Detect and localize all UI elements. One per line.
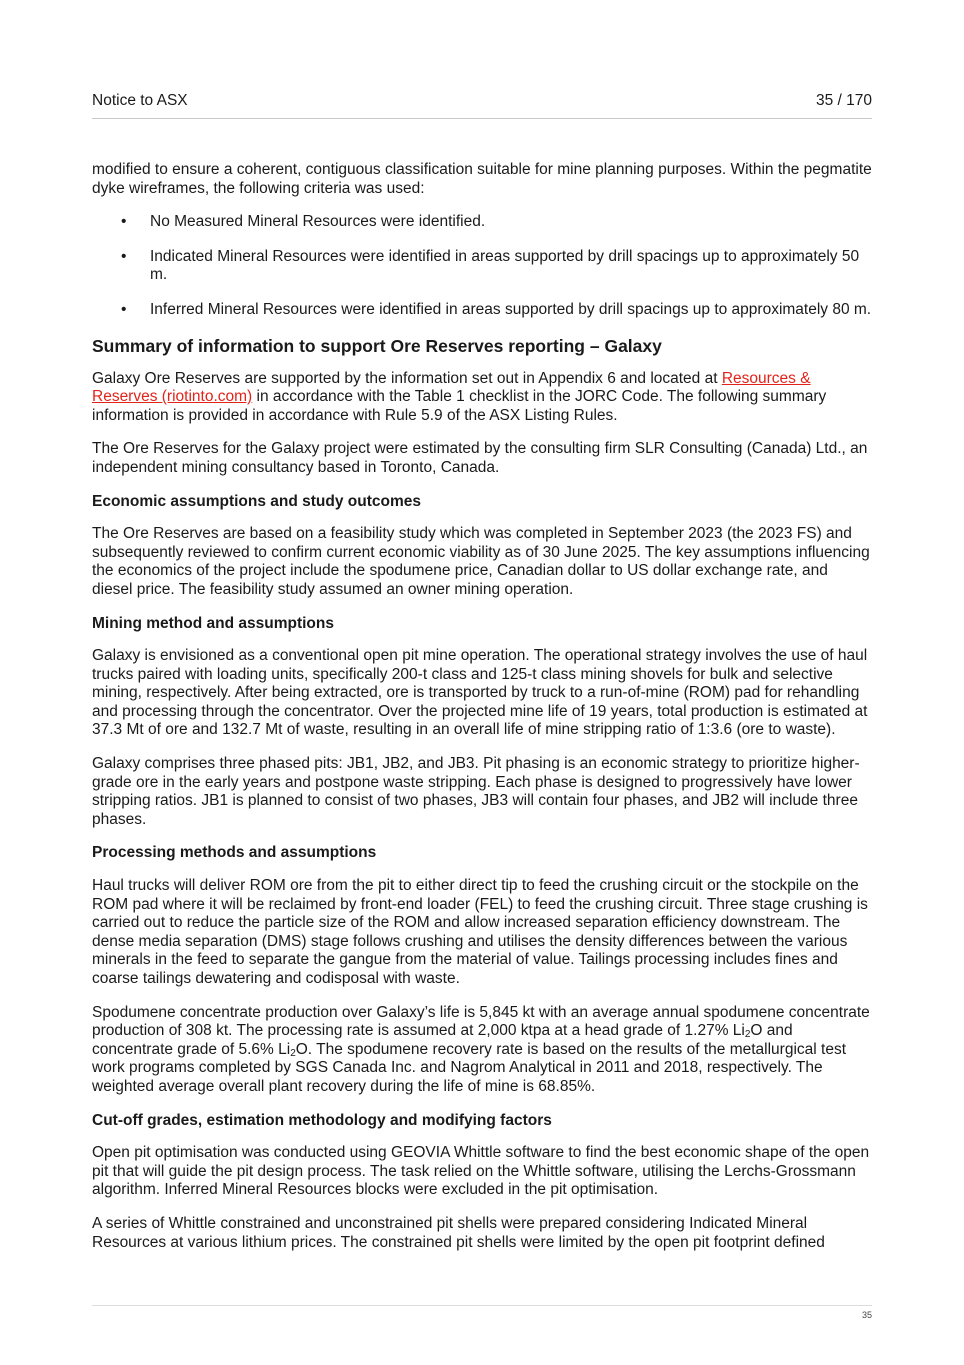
processing-paragraph-1: Haul trucks will deliver ROM ore from the pit to either direct tip to feed the crushing circuit or the stockpile on the ROM pad where it will be reclaimed by front-end loader (FEL) to feed the crushing circuit. Three stage crushing is carried out to reduce the particle size of the ROM and allow increased separation efficiency downstream. The dense media separation (DMS) stage follows crushing and utilises the density differences between the various minerals in the feed to separate the gangue from the material of value. Tailings processing includes fines and coarse tailings dewatering and codisposal with waste. [92, 877, 868, 987]
slr-paragraph: The Ore Reserves for the Galaxy project were estimated by the consulting firm SLR Consulting (Canada) Ltd., an independent mining consultancy based in Toronto, Canada. [92, 440, 868, 476]
cutoff-heading: Cut-off grades, estimation methodology and modifying factors [92, 1111, 552, 1129]
processing-heading: Processing methods and assumptions [92, 844, 377, 862]
document-body [92, 161, 872, 1267]
footer-page-number: 35 [861, 1310, 872, 1320]
page-footer [92, 1305, 872, 1326]
processing-paragraph-2: Spodumene concentrate production over Galaxy’s life is 5,845 kt with an average annual spodumene concentrate production of 308 kt. The processing rate is assumed at 2,000 ktpa at a head grade of 1.27% $Li_2O$ and concentrate grade of 5.6% $Li_2O$. The spodumene recovery rate is based on the results of the metallurgical test work programs completed by SGS Canada Inc. and Nagrom Analytical in 2011 and 2018, respectively. The weighted average overall plant recovery during the life of mine is 68.85%. [92, 1003, 870, 1095]
economic-paragraph: The Ore Reserves are based on a feasibility study which was completed in September 2023 (the 2023 FS) and subsequently reviewed to confirm current economic viability as of 30 June 2025. The key assumptions influencing the economics of the project include the spodumene price, Canadian dollar to US dollar exchange rate, and diesel price. The feasibility study assumed an owner mining operation. [92, 525, 870, 598]
intro-paragraph: modified to ensure a coherent, contiguous classification suitable for mine planning purposes. Within the pegmatite dyke wireframes, the following criteria was used: [92, 161, 872, 197]
reserves-paragraph: Galaxy Ore Reserves are supported by the information set out in Appendix 6 and located at Resources & Reserves (riotinto.com) in accordance with the Table 1 checklist in the JORC Code. The following summary information is provided in accordance with Rule 5.9 of the ASX Listing Rules. [92, 369, 827, 424]
list-item: • No Measured Mineral Resources were identified. [121, 213, 486, 231]
section-heading: Summary of information to support Ore Reserves reporting – Galaxy [92, 335, 662, 356]
economic-heading: Economic assumptions and study outcomes [92, 492, 422, 510]
list-item: • Indicated Mineral Resources were identified in areas supported by drill spacings up to approximately 50 m. [121, 247, 860, 284]
header-title: Notice to ASX [92, 92, 188, 109]
mining-paragraph-1: Galaxy is envisioned as a conventional open pit mine operation. The operational strategy involves the use of haul trucks paired with loading units, specifically 200-t class and 125-t class mining shovels for bulk and selective mining, respectively. After being extracted, ore is transported by truck to a run-of-mine (ROM) pad for rehandling and processing through the concentrator. Over the projected mine life of 19 years, total production is estimated at 37.3 Mt of ore and 132.7 Mt of waste, resulting in an overall life of mine stripping ratio of 1:3.6 (ore to waste). [92, 647, 868, 739]
bullet-icon: • [121, 247, 127, 265]
resources-reserves-link[interactable]: Resources & Reserves (riotinto.com) [92, 369, 811, 406]
header-page-indicator: 35 / 170 [815, 92, 872, 109]
list-item: • Inferred Mineral Resources were identified in areas supported by drill spacings up to approximately 80 m. [121, 300, 872, 318]
cutoff-paragraph-1: Open pit optimisation was conducted using GEOVIA Whittle software to find the best economic shape of the open pit that will guide the pit design process. The task relied on the Whittle software, utilising the Lerchs-Grossmann algorithm. Inferred Mineral Resources blocks were excluded in the pit optimisation. [92, 1144, 870, 1199]
mining-heading: Mining method and assumptions [92, 614, 334, 632]
bullet-icon: • [121, 300, 127, 318]
page-header [92, 92, 872, 119]
mining-paragraph-2: Galaxy comprises three phased pits: JB1, JB2, and JB3. Pit phasing is an economic strategy to prioritize higher-grade ore in the early years and postpone waste stripping. Each phase is designed to progressively have lower stripping ratios. JB1 is planned to consist of two phases, JB3 will contain four phases, and JB2 will include three phases. [92, 755, 860, 828]
cutoff-paragraph-2: A series of Whittle constrained and unconstrained pit shells were prepared considering Indicated Mineral Resources at various lithium prices. The constrained pit shells were limited by the open pit footprint defined [92, 1214, 825, 1251]
criteria-list [92, 213, 872, 319]
bullet-icon: • [121, 213, 127, 231]
